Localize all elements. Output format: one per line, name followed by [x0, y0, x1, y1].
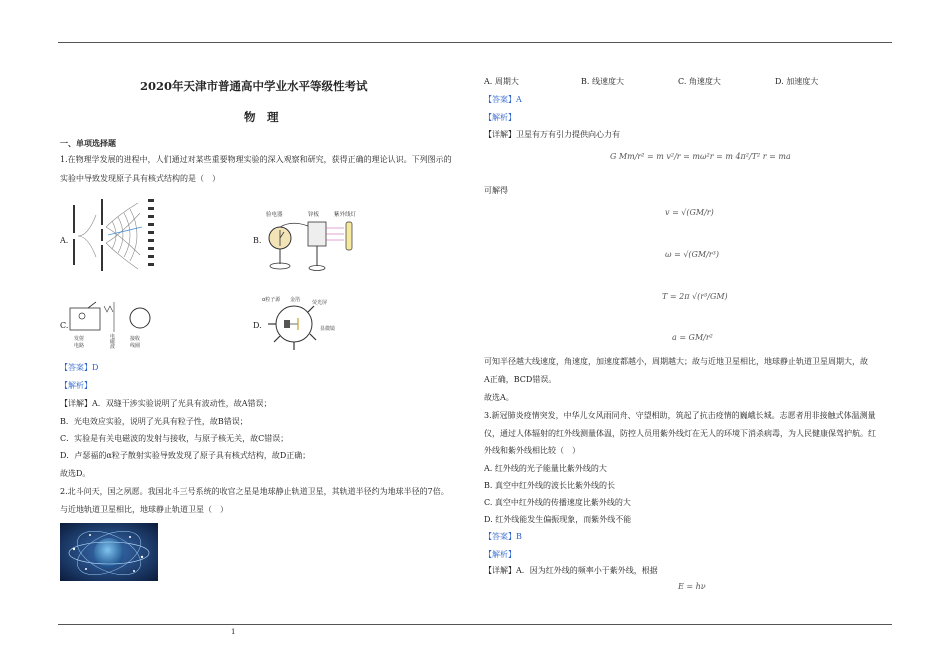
q1-detail-c: C．实验是有关电磁波的发射与接收，与原子核无关，故C错误；	[60, 434, 289, 443]
alpha-source-label: α粒子源	[262, 297, 281, 303]
q1-line1: 1.在物理学发展的进程中，人们通过对某些重要物理实验的深入观察和研究，获得正确的理论认识。下列图示的	[60, 155, 452, 164]
q2-answer: 【答案】A	[484, 95, 522, 104]
q3-option-a: A. 红外线的光子能量比紫外线的大	[484, 464, 607, 473]
q2-analysis: 【解析】	[484, 113, 516, 122]
header-rule	[58, 42, 892, 43]
wave-label-3: 波	[110, 344, 116, 350]
q2-option-c: C. 角速度大	[678, 77, 721, 86]
q1-detail-a: 【详解】A．双缝干涉实验说明了光具有波动性，故A错误；	[60, 399, 272, 408]
screen-label: 荧光屏	[312, 300, 328, 306]
acceleration-formula: a = GM/r²	[672, 333, 713, 342]
q1-option-a: A.	[60, 236, 69, 245]
plate-label: 锌板	[308, 212, 320, 218]
microscope-label: 显微镜	[320, 326, 336, 332]
coil-label: 线圈	[130, 343, 141, 349]
q2-line1: 2.北斗问天，国之夙愿。我国北斗三号系统的收官之星是地球静止轨道卫星，其轨道半径约为地球半径的7倍。	[60, 487, 449, 496]
q3-option-c: C. 真空中红外线的传播速度比紫外线的大	[484, 498, 631, 507]
q2-solve: 可解得	[484, 186, 508, 195]
beidou-satellite-image	[60, 523, 158, 581]
emit-label: 发射	[74, 336, 85, 342]
double-slit-figure	[68, 195, 163, 275]
q1-detail-b: B．光电效应实验，说明了光具有粒子性，故B错误；	[60, 417, 248, 426]
period-formula: T = 2π √(r³/GM)	[662, 292, 728, 301]
subject-title: 物 理	[244, 110, 279, 124]
q2-conclusion: 故选A。	[484, 393, 514, 402]
circuit-label: 电路	[74, 343, 85, 349]
em-wave-figure	[68, 298, 163, 350]
q1-line2: 实验中导致发现原子具有核式结构的是（ ）	[60, 174, 220, 183]
angular-velocity-formula: ω = √(GM/r³)	[665, 250, 719, 259]
q1-option-b: B.	[253, 236, 262, 245]
q1-option-d: D.	[253, 321, 262, 330]
q2-option-d: D. 加速度大	[775, 77, 819, 86]
receive-label: 接收	[130, 336, 141, 342]
footer-rule	[58, 624, 892, 625]
wave-label-2: 磁	[110, 339, 116, 345]
section-heading: 一、单项选择题	[60, 138, 116, 148]
q3-line1: 3.新冠肺炎疫情突发，中华儿女风雨同舟、守望相助，筑起了抗击疫情的巍峨长城。志愿者用非接触式体温测量	[484, 411, 876, 420]
uv-lamp-label: 紫外线灯	[334, 212, 357, 218]
q3-analysis: 【解析】	[484, 550, 516, 559]
q2-option-a: A. 周期大	[484, 77, 519, 86]
q1-option-c: C.	[60, 321, 69, 330]
q3-detail: 【详解】A．因为红外线的频率小于紫外线，根据	[484, 566, 658, 575]
q3-answer: 【答案】B	[484, 532, 522, 541]
exam-title: 2020年天津市普通高中学业水平等级性考试	[140, 79, 368, 93]
q1-conclusion: 故选D。	[60, 469, 91, 478]
alpha-scattering-figure	[260, 294, 350, 352]
q1-analysis: 【解析】	[60, 381, 92, 390]
q3-line2: 仪，通过人体辐射的红外线测量体温，防控人员用紫外线灯在无人的环境下消杀病毒，为人民健康保驾护航。红	[484, 429, 876, 438]
velocity-formula: v = √(GM/r)	[665, 208, 714, 217]
q3-option-d: D. 红外线能发生偏振现象，而紫外线不能	[484, 515, 632, 524]
photon-energy-formula: E = hν	[678, 582, 706, 591]
q3-option-b: B. 真空中红外线的波长比紫外线的长	[484, 481, 615, 490]
q2-option-b: B. 线速度大	[581, 77, 624, 86]
q1-answer: 【答案】D	[60, 363, 99, 372]
q2-line2: 与近地轨道卫星相比，地球静止轨道卫星（ ）	[60, 505, 228, 514]
q2-detail: 【详解】卫星有万有引力提供向心力有	[484, 130, 620, 139]
q1-detail-d: D．卢瑟福的α粒子散射实验导致发现了原子具有核式结构，故D正确；	[60, 451, 311, 460]
q3-line3: 外线和紫外线相比较（ ）	[484, 446, 580, 455]
foil-label: 金箔	[290, 297, 301, 303]
gravitation-equation: G Mm/r² = m v²/r = mω²r = m 4π²/T² r = ma	[610, 152, 791, 161]
page-number: 1	[231, 628, 236, 636]
q2-explain-line1: 可知半径越大线速度，角速度，加速度都越小，周期越大；故与近地卫星相比，地球静止轨道卫星周期大，故	[484, 357, 868, 366]
wave-label-1: 电	[110, 334, 116, 340]
electroscope-label: 验电器	[266, 212, 283, 218]
photoelectric-figure	[262, 208, 372, 278]
q2-explain-line2: A正确，BCD错误。	[484, 375, 557, 384]
